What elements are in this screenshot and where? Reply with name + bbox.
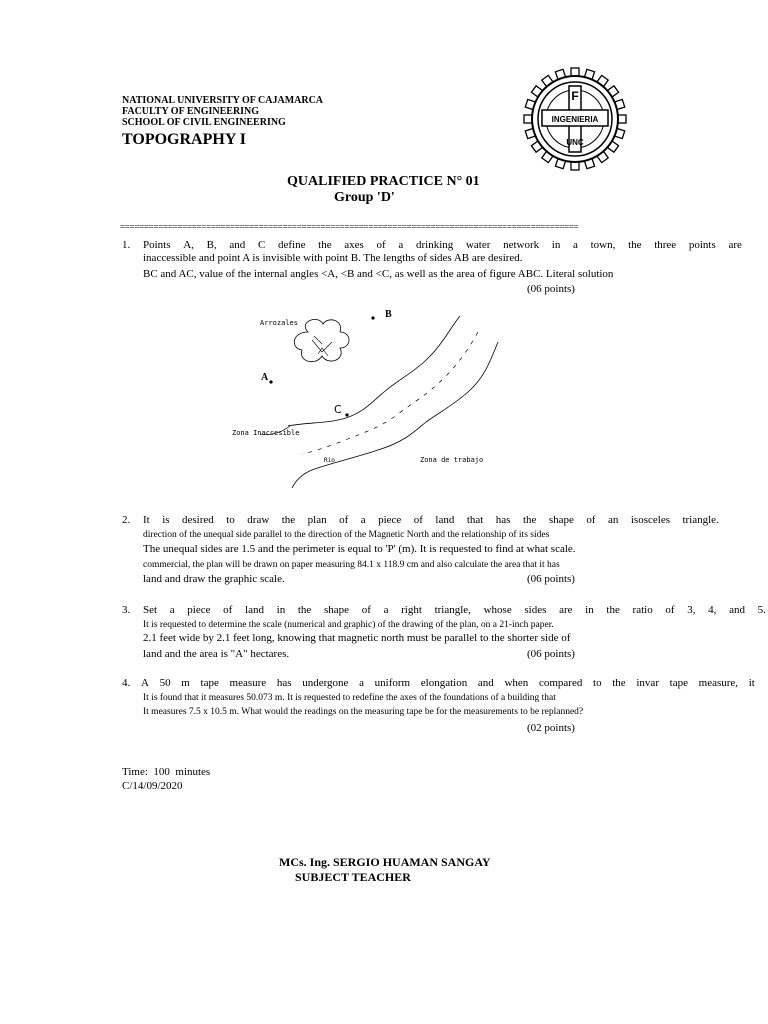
word: uniform bbox=[374, 677, 411, 689]
q2-line5: land and draw the graphic scale. bbox=[143, 573, 285, 585]
word: land bbox=[435, 514, 455, 526]
word: the bbox=[297, 604, 312, 616]
word: three bbox=[654, 239, 677, 251]
q3-number: 3. bbox=[122, 604, 131, 616]
word: undergone bbox=[302, 677, 349, 689]
word: plan bbox=[307, 514, 327, 526]
q3-line4: land and the area is "A" hectares. bbox=[143, 648, 290, 660]
word: It bbox=[143, 514, 150, 526]
q4-line3: It measures 7.5 x 10.5 m. What would the readings on the measuring tape be for the measurements to be replanned? bbox=[143, 707, 584, 717]
river-bank-lower bbox=[292, 342, 498, 488]
word: elongation bbox=[420, 677, 468, 689]
word: Points bbox=[143, 239, 171, 251]
logo-band-text: INGENIERIA bbox=[551, 115, 599, 124]
word: piece bbox=[187, 604, 211, 616]
word: an bbox=[608, 514, 619, 526]
word: m bbox=[181, 677, 190, 689]
teacher-name: MCs. Ing. SERGIO HUAMAN SANGAY bbox=[279, 855, 491, 869]
word: compared bbox=[538, 677, 583, 689]
q2-number: 2. bbox=[122, 514, 131, 526]
word: a bbox=[383, 604, 389, 616]
word: of bbox=[223, 604, 233, 616]
word: piece bbox=[378, 514, 402, 526]
word: A bbox=[141, 677, 149, 689]
word: of bbox=[413, 514, 423, 526]
word: to bbox=[593, 677, 602, 689]
word: axes bbox=[344, 239, 364, 251]
q1-number: 1. bbox=[122, 239, 131, 251]
word: land bbox=[245, 604, 264, 616]
logo-letter-top: F bbox=[571, 89, 579, 103]
word: it bbox=[748, 677, 755, 689]
word: 50 bbox=[159, 677, 171, 689]
word: the bbox=[281, 514, 296, 526]
word: town, bbox=[590, 239, 616, 251]
inaccessible-zone-label: Zona Inaccesible bbox=[232, 429, 300, 437]
word: are bbox=[559, 604, 573, 616]
word: draw bbox=[247, 514, 270, 526]
word: tape bbox=[669, 677, 688, 689]
word: and bbox=[229, 239, 246, 251]
q2-line2: direction of the unequal side parallel to the direction of the Magnetic North and the relationship of its sides bbox=[143, 530, 550, 540]
word: the bbox=[628, 239, 642, 251]
word: is bbox=[162, 514, 170, 526]
trees-label: Arrozales bbox=[260, 319, 298, 327]
river-label: Rio bbox=[324, 457, 335, 464]
word: that bbox=[466, 514, 484, 526]
point-b-label: B bbox=[385, 309, 392, 320]
logo-letter-bottom: UNC bbox=[566, 138, 584, 147]
word: measure bbox=[229, 677, 267, 689]
word: shape bbox=[548, 514, 574, 526]
practice-group: Group 'D' bbox=[334, 190, 395, 205]
word: triangle, bbox=[434, 604, 471, 616]
q3-points: (06 points) bbox=[527, 648, 575, 660]
q4-line2: It is found that it measures 50.073 m. It is requested to redefine the axes of the foundations of a building that bbox=[143, 693, 556, 703]
word: measure, bbox=[698, 677, 739, 689]
word: and bbox=[729, 604, 745, 616]
word: in bbox=[276, 604, 286, 616]
point-a-marker bbox=[269, 380, 272, 383]
word: has bbox=[276, 677, 292, 689]
school-name: SCHOOL OF CIVIL ENGINEERING bbox=[122, 117, 286, 128]
word: A, bbox=[183, 239, 194, 251]
word: the bbox=[606, 604, 620, 616]
word: Set bbox=[143, 604, 158, 616]
exam-date: C/14/09/2020 bbox=[122, 780, 183, 792]
word: desired bbox=[182, 514, 214, 526]
word: a bbox=[359, 677, 364, 689]
q1-first-line bbox=[143, 239, 742, 252]
word: when bbox=[504, 677, 529, 689]
word: has bbox=[495, 514, 511, 526]
q4-points: (02 points) bbox=[527, 722, 575, 734]
word: a bbox=[360, 514, 366, 526]
q1-points: (06 points) bbox=[527, 283, 575, 295]
word: of bbox=[361, 604, 371, 616]
practice-title: QUALIFIED PRACTICE N° 01 bbox=[287, 174, 480, 189]
word: the bbox=[318, 239, 332, 251]
word: in bbox=[551, 239, 561, 251]
river-bank-upper bbox=[288, 316, 460, 426]
word: of bbox=[586, 514, 596, 526]
q3-line3: 2.1 feet wide by 2.1 feet long, knowing that magnetic north must be parallel to the shorter side of bbox=[143, 632, 571, 644]
word: B, bbox=[206, 239, 217, 251]
q2-first-line bbox=[143, 514, 719, 527]
separator-rule: ================================================================================================ bbox=[120, 222, 579, 232]
word: are bbox=[728, 239, 742, 251]
word: to bbox=[226, 514, 235, 526]
word: water bbox=[465, 239, 491, 251]
word: a bbox=[573, 239, 578, 251]
word: sides bbox=[524, 604, 547, 616]
word: of bbox=[665, 604, 675, 616]
word: points bbox=[688, 239, 716, 251]
paddy-cloud-shape bbox=[294, 319, 349, 361]
q3-first-line bbox=[143, 604, 766, 617]
word: 5. bbox=[757, 604, 766, 616]
word: a bbox=[398, 239, 404, 251]
exam-time: Time: 100 minutes bbox=[122, 766, 211, 778]
q1-line3: BC and AC, value of the internal angles <A, <B and <C, as well as the area of figure ABC. Literal solution bbox=[143, 268, 614, 280]
word: whose bbox=[483, 604, 512, 616]
word: define bbox=[277, 239, 306, 251]
word: in bbox=[585, 604, 594, 616]
point-a-label: A bbox=[261, 372, 269, 383]
word: 4, bbox=[708, 604, 717, 616]
q2-points: (06 points) bbox=[527, 573, 575, 585]
q2-line4: commercial, the plan will be drawn on paper measuring 84.1 x 118.9 cm and also calculate the area that it has bbox=[143, 560, 560, 570]
word: drinking bbox=[415, 239, 454, 251]
work-zone-label: Zona de trabajo bbox=[420, 456, 484, 464]
word: 3, bbox=[687, 604, 696, 616]
river-center-dashes bbox=[302, 332, 478, 454]
q3-line2: It is requested to determine the scale (numerical and graphic) of the drawing of the plan, on a 21-inch paper. bbox=[143, 620, 554, 630]
site-sketch bbox=[228, 304, 528, 494]
word: ratio bbox=[632, 604, 653, 616]
q4-number: 4. bbox=[122, 677, 131, 689]
word: tape bbox=[200, 677, 219, 689]
word: isosceles bbox=[630, 514, 670, 526]
word: of bbox=[376, 239, 386, 251]
word: and bbox=[477, 677, 494, 689]
q4-first-line bbox=[141, 677, 755, 690]
q2-line3: The unequal sides are 1.5 and the perimeter is equal to 'P' (m). It is requested to find at what scale. bbox=[143, 543, 576, 555]
word: the bbox=[522, 514, 537, 526]
point-b-marker bbox=[371, 316, 374, 319]
university-name: NATIONAL UNIVERSITY OF CAJAMARCA bbox=[122, 95, 324, 106]
teacher-role: SUBJECT TEACHER bbox=[295, 870, 411, 884]
word: a bbox=[169, 604, 175, 616]
word: C bbox=[257, 239, 266, 251]
course-title: TOPOGRAPHY I bbox=[122, 131, 247, 148]
word: of bbox=[339, 514, 349, 526]
point-c-label: C bbox=[334, 403, 342, 416]
faculty-logo bbox=[522, 66, 628, 172]
word: network bbox=[503, 239, 540, 251]
point-c-marker bbox=[345, 413, 348, 416]
word: triangle. bbox=[682, 514, 719, 526]
word: the bbox=[612, 677, 626, 689]
faculty-name: FACULTY OF ENGINEERING bbox=[122, 106, 260, 117]
word: invar bbox=[636, 677, 659, 689]
q1-line2: inaccessible and point A is invisible with point B. The lengths of sides AB are desired. bbox=[143, 252, 523, 264]
word: shape bbox=[324, 604, 350, 616]
word: right bbox=[401, 604, 422, 616]
